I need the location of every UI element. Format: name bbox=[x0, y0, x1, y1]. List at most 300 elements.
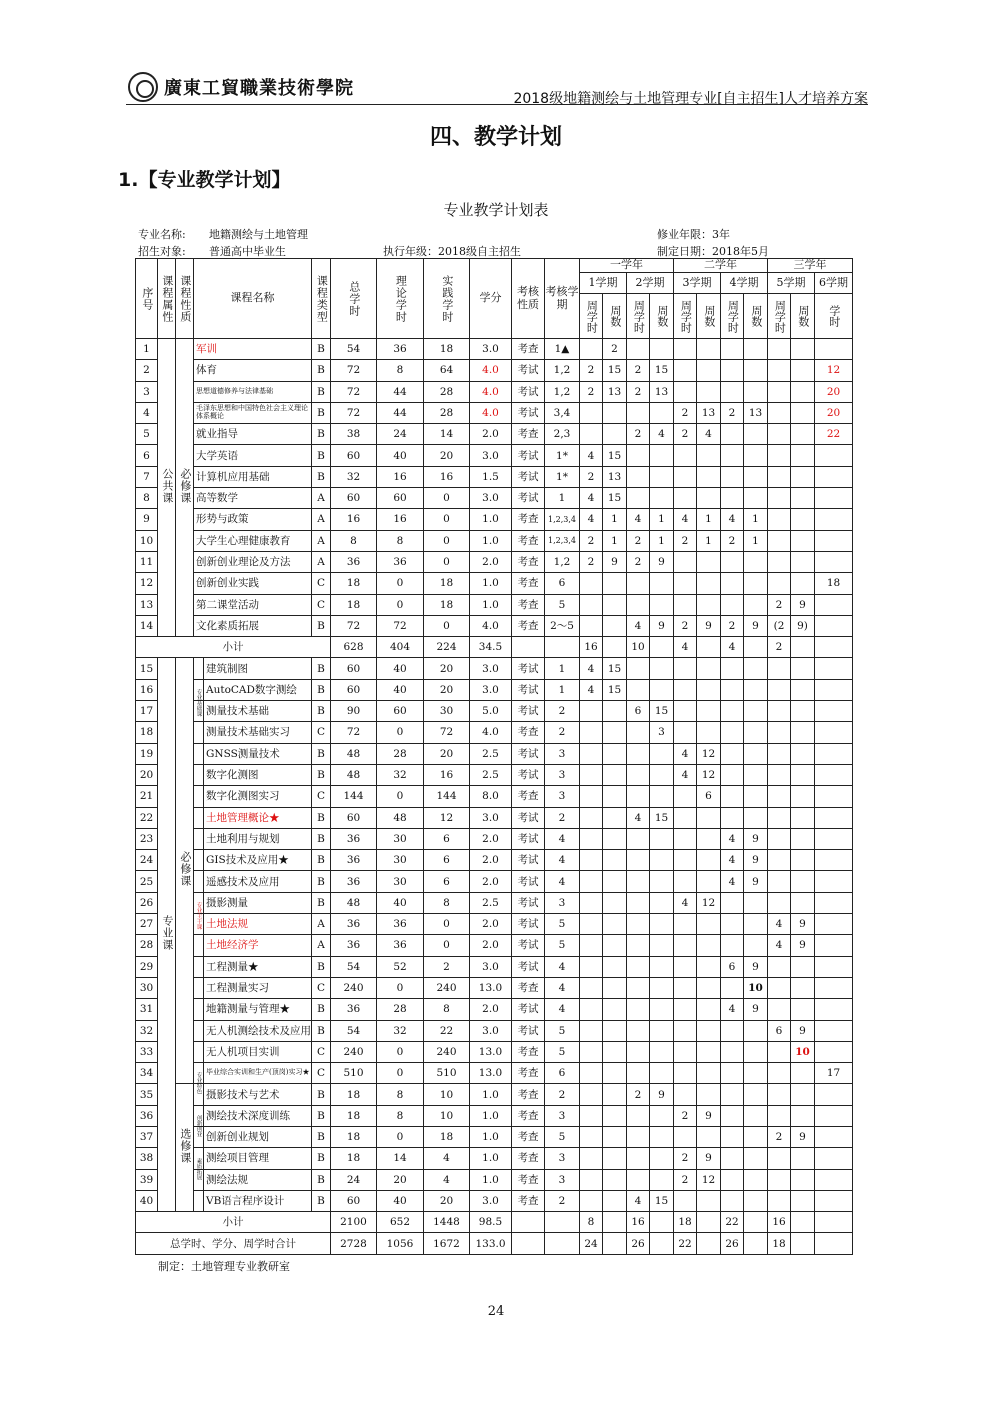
term-cell: 9 bbox=[791, 1126, 815, 1147]
weekly-hours-sum: 26 bbox=[721, 1233, 744, 1254]
term-cell bbox=[580, 722, 603, 743]
term-cell bbox=[697, 914, 721, 935]
subtotal-row bbox=[136, 1233, 853, 1254]
practice-hours: 144 bbox=[424, 786, 470, 807]
term-cell bbox=[627, 892, 650, 913]
term-cell bbox=[580, 999, 603, 1020]
theory-hours: 14 bbox=[377, 1148, 424, 1169]
term-cell bbox=[627, 679, 650, 700]
course-name: 第二课堂活动 bbox=[194, 594, 312, 615]
term-cell bbox=[721, 935, 744, 956]
row-seq: 6 bbox=[136, 445, 158, 466]
term-cell: 15 bbox=[650, 360, 674, 381]
term-cell bbox=[650, 850, 674, 871]
theory-hours: 36 bbox=[377, 339, 424, 360]
term-cell bbox=[580, 1105, 603, 1126]
term-cell bbox=[603, 828, 627, 849]
term-cell bbox=[815, 956, 853, 977]
term-cell: 15 bbox=[603, 360, 627, 381]
practice-hours: 0 bbox=[424, 551, 470, 572]
term6-header: 6学期 bbox=[815, 273, 853, 294]
term-cell: 13 bbox=[697, 402, 721, 423]
table-row bbox=[136, 850, 853, 871]
term-cell bbox=[580, 339, 603, 360]
course-type: B bbox=[312, 360, 331, 381]
col-theory: 理论学时 bbox=[377, 259, 424, 339]
table-row bbox=[136, 807, 853, 828]
category-divider bbox=[203, 722, 204, 742]
term-cell bbox=[721, 1020, 744, 1041]
empty-cell bbox=[791, 1212, 815, 1233]
exam-term: 1* bbox=[545, 466, 580, 487]
table-row bbox=[136, 1148, 853, 1169]
term-cell: 4 bbox=[721, 850, 744, 871]
term-cell bbox=[580, 701, 603, 722]
term-cell bbox=[650, 1126, 674, 1147]
term-cell bbox=[721, 892, 744, 913]
practice-hours: 20 bbox=[424, 1190, 470, 1211]
row-seq: 19 bbox=[136, 743, 158, 764]
term3-header: 3学期 bbox=[674, 273, 721, 294]
subtotal-total: 628 bbox=[331, 637, 377, 658]
term-cell bbox=[697, 1084, 721, 1105]
credit: 2.5 bbox=[470, 892, 512, 913]
credit: 4.0 bbox=[470, 402, 512, 423]
course-type: A bbox=[312, 509, 331, 530]
term-cell bbox=[744, 935, 768, 956]
term-cell: 9 bbox=[744, 871, 768, 892]
term-cell bbox=[650, 658, 674, 679]
term-cell bbox=[721, 701, 744, 722]
total-hours: 18 bbox=[331, 594, 377, 615]
theory-hours: 0 bbox=[377, 594, 424, 615]
term-cell bbox=[603, 1148, 627, 1169]
term-cell bbox=[674, 1041, 697, 1062]
term-cell bbox=[768, 360, 791, 381]
duration: 修业年限：3年 bbox=[657, 228, 730, 241]
term-cell: 22 bbox=[815, 424, 853, 445]
practice-hours: 20 bbox=[424, 679, 470, 700]
credit: 4.0 bbox=[470, 722, 512, 743]
term-cell bbox=[650, 956, 674, 977]
term-cell: 4 bbox=[721, 999, 744, 1020]
term-cell bbox=[674, 871, 697, 892]
credit: 2.0 bbox=[470, 828, 512, 849]
term-cell bbox=[650, 828, 674, 849]
course-name: 工程测量★ bbox=[194, 956, 312, 977]
term-cell: 9 bbox=[650, 1084, 674, 1105]
total-hours: 54 bbox=[331, 1020, 377, 1041]
term-cell bbox=[815, 488, 853, 509]
term-cell bbox=[744, 701, 768, 722]
course-type: B bbox=[312, 701, 331, 722]
term-cell bbox=[815, 999, 853, 1020]
term-cell bbox=[627, 722, 650, 743]
term-cell bbox=[627, 1126, 650, 1147]
theory-hours: 8 bbox=[377, 1084, 424, 1105]
teaching-plan-table bbox=[135, 258, 853, 1255]
weekly-hours-sum: 16 bbox=[580, 637, 603, 658]
row-seq: 2 bbox=[136, 360, 158, 381]
credit: 13.0 bbox=[470, 1041, 512, 1062]
course-type: B bbox=[312, 658, 331, 679]
term-cell bbox=[815, 1126, 853, 1147]
term-cell bbox=[580, 1084, 603, 1105]
category-divider bbox=[203, 850, 204, 870]
course-name: 测量技术基础实习 bbox=[194, 722, 312, 743]
credit: 3.0 bbox=[470, 807, 512, 828]
table-row bbox=[136, 509, 853, 530]
term-cell bbox=[721, 339, 744, 360]
term-cell bbox=[791, 360, 815, 381]
term-cell bbox=[650, 466, 674, 487]
term-cell: 2 bbox=[674, 1169, 697, 1190]
term-cell: 9 bbox=[744, 956, 768, 977]
term-cell: 2 bbox=[721, 615, 744, 636]
weekly-hours-sum: 24 bbox=[580, 1233, 603, 1254]
subtotal-practice: 224 bbox=[424, 637, 470, 658]
exam-nature: 考试 bbox=[512, 871, 545, 892]
term-cell bbox=[603, 807, 627, 828]
theory-hours: 20 bbox=[377, 1169, 424, 1190]
term-cell bbox=[768, 530, 791, 551]
term-cell bbox=[650, 999, 674, 1020]
term-cell bbox=[580, 807, 603, 828]
term-cell bbox=[791, 381, 815, 402]
term-cell bbox=[674, 850, 697, 871]
total-hours: 48 bbox=[331, 892, 377, 913]
term-cell bbox=[674, 488, 697, 509]
table-row bbox=[136, 1041, 853, 1062]
term-cell: 2 bbox=[627, 530, 650, 551]
credit: 1.0 bbox=[470, 573, 512, 594]
exam-nature: 考试 bbox=[512, 679, 545, 700]
term-cell bbox=[815, 1190, 853, 1211]
term-cell bbox=[627, 466, 650, 487]
course-type: B bbox=[312, 339, 331, 360]
term-cell bbox=[721, 424, 744, 445]
exam-term: 3 bbox=[545, 892, 580, 913]
exam-term: 6 bbox=[545, 1063, 580, 1084]
course-type: B bbox=[312, 1084, 331, 1105]
term-cell bbox=[744, 551, 768, 572]
term4-header: 4学期 bbox=[721, 273, 768, 294]
term-cell bbox=[721, 573, 744, 594]
total-hours: 144 bbox=[331, 786, 377, 807]
term-cell: 2 bbox=[627, 551, 650, 572]
term-cell bbox=[650, 764, 674, 785]
theory-hours: 0 bbox=[377, 1041, 424, 1062]
total-hours: 60 bbox=[331, 1190, 377, 1211]
term-cell: 9 bbox=[744, 828, 768, 849]
theory-hours: 32 bbox=[377, 1020, 424, 1041]
practice-hours: 20 bbox=[424, 658, 470, 679]
term-cell bbox=[815, 658, 853, 679]
course-name: 计算机应用基础 bbox=[194, 466, 312, 487]
empty-cell bbox=[815, 1233, 853, 1254]
term-cell: 1 bbox=[744, 509, 768, 530]
course-type: C bbox=[312, 594, 331, 615]
practice-hours: 16 bbox=[424, 764, 470, 785]
exam-nature: 考查 bbox=[512, 1126, 545, 1147]
page-number: 24 bbox=[487, 1304, 505, 1319]
theory-hours: 60 bbox=[377, 488, 424, 509]
empty-cell bbox=[650, 1233, 674, 1254]
weekly-hours-sum: 16 bbox=[627, 1212, 650, 1233]
term-cell bbox=[744, 488, 768, 509]
credit: 1.0 bbox=[470, 1084, 512, 1105]
practice-hours: 6 bbox=[424, 850, 470, 871]
theory-hours: 40 bbox=[377, 1190, 424, 1211]
term-cell bbox=[721, 381, 744, 402]
row-seq: 16 bbox=[136, 679, 158, 700]
course-name: 创新创业规划 创新创业 bbox=[194, 1126, 312, 1147]
exam-nature: 考试 bbox=[512, 764, 545, 785]
term-cell bbox=[815, 977, 853, 998]
course-name: 创新创业理论及方法 bbox=[194, 551, 312, 572]
theory-hours: 36 bbox=[377, 914, 424, 935]
table-row bbox=[136, 977, 853, 998]
term-cell bbox=[791, 850, 815, 871]
term-cell: 9 bbox=[791, 935, 815, 956]
subtotal-row bbox=[136, 1212, 853, 1233]
exam-term: 3,4 bbox=[545, 402, 580, 423]
term-cell bbox=[603, 977, 627, 998]
col-total: 总学时 bbox=[331, 259, 377, 339]
exam-term: 5 bbox=[545, 1126, 580, 1147]
practice-hours: 2 bbox=[424, 956, 470, 977]
term-cell bbox=[674, 1020, 697, 1041]
total-hours: 60 bbox=[331, 807, 377, 828]
category-divider bbox=[203, 701, 204, 721]
subsection-title: 1.【专业教学计划】 bbox=[118, 169, 291, 191]
exam-term: 1,2 bbox=[545, 360, 580, 381]
subtotal-credit: 133.0 bbox=[470, 1233, 512, 1254]
term-cell bbox=[744, 339, 768, 360]
term-cell: 2 bbox=[627, 424, 650, 445]
term-cell bbox=[650, 1148, 674, 1169]
term-cell bbox=[768, 339, 791, 360]
term-cell bbox=[744, 1063, 768, 1084]
theory-hours: 28 bbox=[377, 743, 424, 764]
weekly-hours-sum: 18 bbox=[768, 1233, 791, 1254]
term-cell bbox=[744, 360, 768, 381]
term-cell bbox=[815, 445, 853, 466]
course-type: C bbox=[312, 573, 331, 594]
term-cell bbox=[791, 551, 815, 572]
exam-term: 1,2,3,4 bbox=[545, 509, 580, 530]
term-cell bbox=[744, 1126, 768, 1147]
row-seq: 32 bbox=[136, 1020, 158, 1041]
course-type: B bbox=[312, 743, 331, 764]
term-cell bbox=[674, 807, 697, 828]
exam-nature: 考查 bbox=[512, 530, 545, 551]
total-hours: 72 bbox=[331, 722, 377, 743]
credit: 5.0 bbox=[470, 701, 512, 722]
term-cell: 3 bbox=[650, 722, 674, 743]
practice-hours: 0 bbox=[424, 488, 470, 509]
category-divider bbox=[203, 680, 204, 700]
term-cell: 2 bbox=[674, 402, 697, 423]
term-cell bbox=[580, 1190, 603, 1211]
term-cell bbox=[815, 850, 853, 871]
term-cell: 2 bbox=[674, 1105, 697, 1126]
term-cell bbox=[580, 1169, 603, 1190]
total-hours: 60 bbox=[331, 658, 377, 679]
term-cell bbox=[815, 1084, 853, 1105]
term-cell bbox=[744, 722, 768, 743]
term-cell bbox=[697, 381, 721, 402]
weekly-hours-sum: 2 bbox=[768, 637, 791, 658]
term-cell bbox=[744, 445, 768, 466]
term-cell bbox=[674, 658, 697, 679]
row-seq: 20 bbox=[136, 764, 158, 785]
exam-nature: 考试 bbox=[512, 360, 545, 381]
practice-hours: 6 bbox=[424, 871, 470, 892]
exam-nature: 考查 bbox=[512, 594, 545, 615]
course-name: VB语言程序设计 bbox=[194, 1190, 312, 1211]
practice-hours: 16 bbox=[424, 466, 470, 487]
term-cell bbox=[603, 594, 627, 615]
term-cell: 15 bbox=[603, 488, 627, 509]
group-elective bbox=[176, 1084, 194, 1212]
term-cell bbox=[791, 999, 815, 1020]
exam-nature: 考查 bbox=[512, 1063, 545, 1084]
total-hours: 36 bbox=[331, 871, 377, 892]
course-name: 就业指导 bbox=[194, 424, 312, 445]
year2-header: 二学年 bbox=[674, 259, 768, 273]
exam-term: 2,3 bbox=[545, 424, 580, 445]
table-row bbox=[136, 551, 853, 572]
term-cell: 12 bbox=[815, 360, 853, 381]
term-cell bbox=[674, 977, 697, 998]
total-hours: 36 bbox=[331, 999, 377, 1020]
row-seq: 17 bbox=[136, 701, 158, 722]
exam-nature: 考试 bbox=[512, 999, 545, 1020]
term-cell bbox=[674, 1063, 697, 1084]
term-cell bbox=[744, 1105, 768, 1126]
term-cell bbox=[744, 743, 768, 764]
course-name: 测绘法规 素质拓展 bbox=[194, 1169, 312, 1190]
term-cell bbox=[603, 743, 627, 764]
credit: 2.5 bbox=[470, 764, 512, 785]
exam-term: 5 bbox=[545, 594, 580, 615]
term-cell bbox=[697, 1020, 721, 1041]
term-cell bbox=[815, 892, 853, 913]
theory-hours: 52 bbox=[377, 956, 424, 977]
row-seq: 24 bbox=[136, 850, 158, 871]
exam-nature: 考查 bbox=[512, 339, 545, 360]
empty-cell bbox=[744, 637, 768, 658]
major-label: 专业名称: bbox=[138, 228, 186, 241]
term-cell bbox=[627, 1148, 650, 1169]
group-public-required-text: 必修课 bbox=[178, 468, 192, 505]
category-divider bbox=[203, 658, 204, 678]
term-cell: 6 bbox=[627, 701, 650, 722]
weeks-header: 周数 bbox=[603, 294, 627, 339]
total-hours: 36 bbox=[331, 551, 377, 572]
category-divider bbox=[203, 1042, 204, 1062]
term-cell bbox=[791, 1190, 815, 1211]
term-cell bbox=[627, 914, 650, 935]
term-cell bbox=[768, 573, 791, 594]
term-cell bbox=[721, 1041, 744, 1062]
term-cell bbox=[791, 701, 815, 722]
term-cell: 4 bbox=[580, 679, 603, 700]
table-row bbox=[136, 1020, 853, 1041]
exam-nature: 考试 bbox=[512, 807, 545, 828]
credit: 2.0 bbox=[470, 871, 512, 892]
footer-note: 制定：土地管理专业教研室 bbox=[158, 1260, 290, 1273]
category-divider bbox=[203, 893, 204, 913]
row-seq: 1 bbox=[136, 339, 158, 360]
term-cell bbox=[650, 679, 674, 700]
theory-hours: 0 bbox=[377, 786, 424, 807]
term-cell: 1 bbox=[603, 509, 627, 530]
term-cell: 1 bbox=[744, 530, 768, 551]
term-cell bbox=[721, 914, 744, 935]
exam-term: 2 bbox=[545, 701, 580, 722]
row-seq: 22 bbox=[136, 807, 158, 828]
term-cell bbox=[650, 892, 674, 913]
term-cell bbox=[768, 509, 791, 530]
term-cell bbox=[768, 381, 791, 402]
exam-nature: 考查 bbox=[512, 1169, 545, 1190]
row-seq: 10 bbox=[136, 530, 158, 551]
table-row bbox=[136, 701, 853, 722]
theory-hours: 36 bbox=[377, 551, 424, 572]
row-seq: 8 bbox=[136, 488, 158, 509]
table-row bbox=[136, 530, 853, 551]
theory-hours: 32 bbox=[377, 764, 424, 785]
empty-cell bbox=[697, 1212, 721, 1233]
category-divider bbox=[203, 829, 204, 849]
credit: 1.0 bbox=[470, 594, 512, 615]
term-cell bbox=[674, 1126, 697, 1147]
group-elective-text: 选修课 bbox=[178, 1128, 192, 1165]
practice-hours: 18 bbox=[424, 573, 470, 594]
table-row bbox=[136, 1126, 853, 1147]
term-cell bbox=[721, 658, 744, 679]
practice-hours: 8 bbox=[424, 999, 470, 1020]
document-title: 2018级地籍测绘与土地管理专业[自主招生]人才培养方案 bbox=[513, 91, 868, 107]
year1-header: 一学年 bbox=[580, 259, 674, 273]
term-cell bbox=[768, 956, 791, 977]
row-seq: 38 bbox=[136, 1148, 158, 1169]
term-cell bbox=[674, 551, 697, 572]
term-cell: 2 bbox=[627, 381, 650, 402]
group-major-required-text: 必修课 bbox=[178, 851, 192, 888]
exam-term: 6 bbox=[545, 573, 580, 594]
term-cell bbox=[815, 679, 853, 700]
practice-hours: 0 bbox=[424, 935, 470, 956]
course-name: 毛泽东思想和中国特色社会主义理论体系概论 bbox=[194, 402, 312, 423]
exam-term: 1 bbox=[545, 488, 580, 509]
term-cell bbox=[697, 658, 721, 679]
total-hours: 36 bbox=[331, 850, 377, 871]
table-row bbox=[136, 339, 853, 360]
total-hours: 60 bbox=[331, 488, 377, 509]
term-cell bbox=[768, 551, 791, 572]
exam-nature: 考试 bbox=[512, 914, 545, 935]
course-name: 大学生心理健康教育 bbox=[194, 530, 312, 551]
term-cell: 4 bbox=[674, 764, 697, 785]
practice-hours: 0 bbox=[424, 530, 470, 551]
term-cell bbox=[744, 807, 768, 828]
term-cell: 2 bbox=[603, 339, 627, 360]
course-name: 形势与政策 bbox=[194, 509, 312, 530]
exam-nature: 考试 bbox=[512, 1020, 545, 1041]
